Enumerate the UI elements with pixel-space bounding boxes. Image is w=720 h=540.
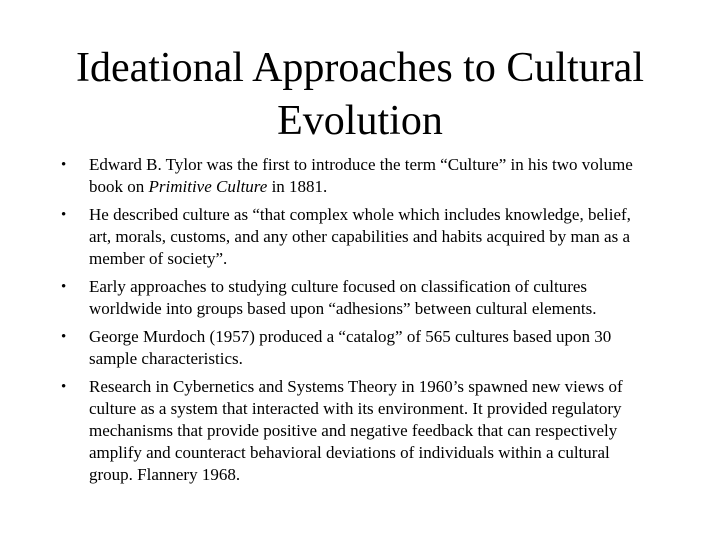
bullet-item	[0, 276, 649, 320]
slide-title-line-2: Evolution	[277, 98, 443, 144]
bullet-icon: •	[61, 279, 67, 295]
bullet-icon: •	[61, 207, 67, 223]
bullet-text: George Murdoch (1957) produced a “catalog” of 565 cultures based upon 30 sample characteristics.	[89, 327, 612, 368]
bullet-text-part: Edward B. Tylor was the first to introduce the term “Culture” in his two volume book on	[89, 155, 633, 196]
bullet-text	[89, 155, 633, 196]
bullet-text: Research in Cybernetics and Systems Theory in 1960’s spawned new views of culture as a system that interacted with its environment. It provided regulatory mechanisms that provide positive and negative feedback that can respectively amplify and counteract behavioral deviations of individuals within a cultural group. Flannery 1968.	[89, 377, 623, 484]
slide-title-line-1: Ideational Approaches to Cultural	[75, 45, 644, 91]
bullet-icon: •	[61, 157, 67, 173]
bullet-text: He described culture as “that complex whole which includes knowledge, belief, art, morals, customs, and any other capabilities and habits acquired by man as a member of society”.	[89, 205, 631, 268]
bullet-item	[0, 154, 649, 198]
slide-title	[20, 42, 700, 148]
bullet-icon: •	[61, 379, 67, 395]
bullet-item	[0, 204, 649, 270]
bullet-item	[0, 376, 649, 486]
book-title: Primitive Culture	[148, 177, 268, 196]
bullet-list	[0, 154, 720, 492]
bullet-text-part: in 1881.	[267, 177, 328, 196]
bullet-icon: •	[61, 329, 67, 345]
bullet-text: Early approaches to studying culture focused on classification of cultures worldwide into groups based upon “adhesions” between cultural elements.	[89, 277, 597, 318]
bullet-item	[0, 326, 649, 370]
